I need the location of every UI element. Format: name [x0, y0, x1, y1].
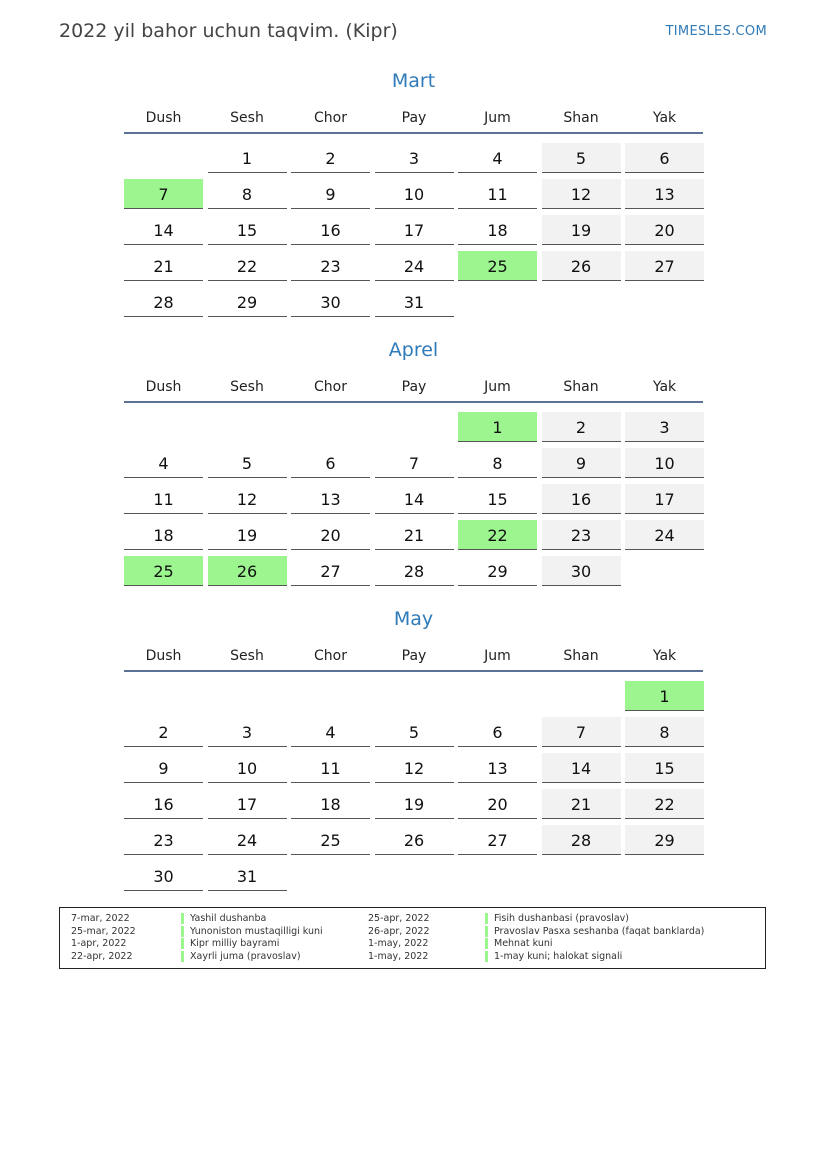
- holiday-day-cell: 1: [458, 412, 537, 442]
- day-cell: 15: [208, 215, 287, 245]
- legend-date: 7-mar, 2022: [71, 913, 130, 924]
- holiday-day-cell: 25: [124, 556, 203, 586]
- weekday-label: Pay: [401, 110, 427, 126]
- day-cell: 21: [124, 251, 203, 281]
- day-cell: 12: [208, 484, 287, 514]
- weekday-header-row: [124, 379, 703, 399]
- header-divider: [124, 670, 703, 672]
- day-cell: 15: [458, 484, 537, 514]
- day-cell: 13: [291, 484, 370, 514]
- weekday-label: Yak: [652, 379, 677, 395]
- day-cell: 4: [124, 448, 203, 478]
- legend-date: 25-mar, 2022: [71, 925, 136, 937]
- day-cell: 26: [542, 251, 621, 281]
- day-cell: 6: [625, 143, 704, 173]
- holiday-day-cell: 26: [208, 556, 287, 586]
- weekday-header-row: [124, 110, 703, 130]
- legend-holiday-name: Xayrli juma (pravoslav): [181, 951, 301, 962]
- day-cell: 4: [291, 717, 370, 747]
- weekday-label: Yak: [652, 648, 677, 664]
- day-cell: 9: [291, 179, 370, 209]
- day-cell: 7: [375, 448, 454, 478]
- page-title: 2022 yil bahor uchun taqvim. (Kipr): [59, 20, 398, 42]
- day-cell: 23: [542, 520, 621, 550]
- day-cell: 19: [208, 520, 287, 550]
- header-divider: [124, 132, 703, 134]
- day-cell: 5: [542, 143, 621, 173]
- day-cell: 14: [124, 215, 203, 245]
- weekday-label: Shan: [563, 379, 599, 395]
- weekday-label: Jum: [484, 379, 511, 395]
- day-cell: 29: [458, 556, 537, 586]
- holiday-day-cell: 22: [458, 520, 537, 550]
- day-cell: 23: [124, 825, 203, 855]
- day-cell: 2: [291, 143, 370, 173]
- day-cell: 21: [375, 520, 454, 550]
- day-cell: 24: [208, 825, 287, 855]
- day-cell: 11: [291, 753, 370, 783]
- day-cell: 20: [625, 215, 704, 245]
- day-cell: 6: [458, 717, 537, 747]
- month-may: [124, 608, 703, 886]
- day-cell: 24: [625, 520, 704, 550]
- legend-holiday-name: 1-may kuni; halokat signali: [485, 951, 622, 962]
- day-cell: 13: [458, 753, 537, 783]
- day-cell: 12: [375, 753, 454, 783]
- day-cell: 17: [625, 484, 704, 514]
- day-cell: 11: [458, 179, 537, 209]
- weekday-label: Jum: [484, 110, 511, 126]
- legend-holiday-name: Kipr milliy bayrami: [181, 938, 279, 949]
- day-cell: 9: [542, 448, 621, 478]
- legend-holiday-name: Fisih dushanbasi (pravoslav): [485, 913, 629, 924]
- day-cell: 16: [542, 484, 621, 514]
- day-cell: 11: [124, 484, 203, 514]
- weekday-label: Sesh: [230, 379, 264, 395]
- day-cell: 26: [375, 825, 454, 855]
- day-cell: 16: [291, 215, 370, 245]
- legend-date: 22-apr, 2022: [71, 951, 133, 963]
- day-cell: 10: [375, 179, 454, 209]
- day-cell: 5: [208, 448, 287, 478]
- day-cell: 18: [291, 789, 370, 819]
- day-cell: 28: [542, 825, 621, 855]
- month-mart: [124, 70, 703, 330]
- day-cell: 13: [625, 179, 704, 209]
- day-cell: 19: [375, 789, 454, 819]
- day-cell: 17: [208, 789, 287, 819]
- holiday-day-cell: 25: [458, 251, 537, 281]
- day-cell: 27: [291, 556, 370, 586]
- day-cell: 23: [291, 251, 370, 281]
- day-cell: 30: [124, 861, 203, 891]
- day-cell: 30: [542, 556, 621, 586]
- header-divider: [124, 401, 703, 403]
- weekday-label: Chor: [314, 110, 347, 126]
- day-cell: 22: [625, 789, 704, 819]
- day-cell: 27: [458, 825, 537, 855]
- day-cell: 22: [208, 251, 287, 281]
- weekday-label: Dush: [145, 648, 182, 664]
- legend-holiday-name: Mehnat kuni: [485, 938, 553, 949]
- legend-date: 25-apr, 2022: [368, 913, 430, 924]
- month-title: Mart: [391, 70, 436, 92]
- day-cell: 3: [375, 143, 454, 173]
- day-cell: 5: [375, 717, 454, 747]
- day-cell: 25: [291, 825, 370, 855]
- holiday-day-cell: 7: [124, 179, 203, 209]
- day-cell: 30: [291, 287, 370, 317]
- day-cell: 17: [375, 215, 454, 245]
- day-cell: 2: [542, 412, 621, 442]
- day-cell: 28: [124, 287, 203, 317]
- day-cell: 4: [458, 143, 537, 173]
- site-logo-link[interactable]: TIMESLES.COM: [665, 24, 767, 39]
- legend-holiday-name: Yunoniston mustaqilligi kuni: [181, 926, 323, 937]
- month-title: May: [393, 608, 434, 630]
- day-cell: 10: [625, 448, 704, 478]
- holiday-legend: [59, 907, 766, 969]
- day-cell: 31: [208, 861, 287, 891]
- legend-holiday-name: Pravoslav Pasxa seshanba (faqat banklarda): [485, 926, 704, 937]
- day-cell: 14: [375, 484, 454, 514]
- legend-date: 26-apr, 2022: [368, 925, 430, 937]
- day-cell: 9: [124, 753, 203, 783]
- weekday-label: Chor: [314, 379, 347, 395]
- weekday-label: Sesh: [230, 648, 264, 664]
- weekday-label: Sesh: [230, 110, 264, 126]
- day-cell: 21: [542, 789, 621, 819]
- legend-date: 1-may, 2022: [368, 938, 429, 950]
- weekday-label: Pay: [401, 379, 427, 395]
- day-cell: 16: [124, 789, 203, 819]
- day-cell: 1: [208, 143, 287, 173]
- day-cell: 29: [208, 287, 287, 317]
- day-cell: 10: [208, 753, 287, 783]
- day-cell: 15: [625, 753, 704, 783]
- weekday-label: Shan: [563, 648, 599, 664]
- day-cell: 29: [625, 825, 704, 855]
- weekday-label: Pay: [401, 648, 427, 664]
- day-cell: 19: [542, 215, 621, 245]
- weekday-label: Shan: [563, 110, 599, 126]
- day-cell: 28: [375, 556, 454, 586]
- day-cell: 20: [458, 789, 537, 819]
- month-aprel: [124, 339, 703, 599]
- weekday-label: Yak: [652, 110, 677, 126]
- day-cell: 2: [124, 717, 203, 747]
- day-cell: 14: [542, 753, 621, 783]
- day-cell: 6: [291, 448, 370, 478]
- legend-date: 1-may, 2022: [368, 951, 429, 963]
- weekday-label: Dush: [145, 379, 182, 395]
- weekday-label: Dush: [145, 110, 182, 126]
- legend-date: 1-apr, 2022: [71, 938, 127, 950]
- day-cell: 3: [208, 717, 287, 747]
- weekday-label: Chor: [314, 648, 347, 664]
- day-cell: 3: [625, 412, 704, 442]
- day-cell: 8: [625, 717, 704, 747]
- day-cell: 12: [542, 179, 621, 209]
- day-cell: 27: [625, 251, 704, 281]
- day-cell: 18: [124, 520, 203, 550]
- day-cell: 20: [291, 520, 370, 550]
- weekday-header-row: [124, 648, 703, 668]
- day-cell: 31: [375, 287, 454, 317]
- day-cell: 7: [542, 717, 621, 747]
- month-title: Aprel: [388, 339, 439, 361]
- day-cell: 8: [458, 448, 537, 478]
- legend-holiday-name: Yashil dushanba: [181, 913, 266, 924]
- day-cell: 18: [458, 215, 537, 245]
- weekday-label: Jum: [484, 648, 511, 664]
- day-cell: 8: [208, 179, 287, 209]
- holiday-day-cell: 1: [625, 681, 704, 711]
- day-cell: 24: [375, 251, 454, 281]
